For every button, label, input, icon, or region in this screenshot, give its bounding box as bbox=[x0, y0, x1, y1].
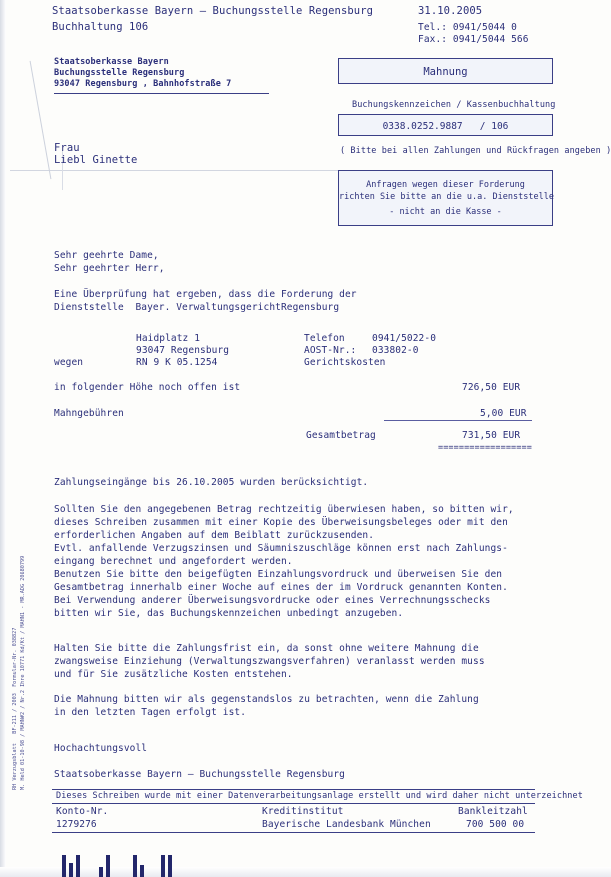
office-cost-kind: Gerichtskosten bbox=[304, 357, 386, 368]
barcode bbox=[62, 855, 172, 877]
org-name: Staatsoberkasse Bayern – Buchungsstelle Regensburg bbox=[52, 5, 374, 17]
total-double-rule: ================== bbox=[438, 443, 532, 453]
amount-intro: in folgender Höhe noch offen ist bbox=[54, 382, 241, 393]
para2-line-2: Gesamtbetrag innerhalb einer Woche auf eines der im Vordruck genannten Konten. bbox=[54, 582, 508, 593]
office-address-line-1: Haidplatz 1 bbox=[136, 333, 201, 344]
footer-col1-value: 1279276 bbox=[56, 819, 97, 830]
mahnung-title: Mahnung bbox=[423, 66, 468, 78]
recipient-line-2: Liebl Ginette bbox=[54, 154, 138, 166]
para1-line-1: Sollten Sie den angegebenen Betrag rechtzeitig überwiesen haben, so bitten wir, bbox=[54, 504, 514, 515]
office-aost-label: AOST-Nr.: bbox=[304, 345, 357, 356]
para3-line-2: zwangsweise Einziehung (Verwaltungszwangsverfahren) veranlasst werden muss bbox=[54, 656, 485, 667]
para4-line-1: Die Mahnung bitten wir als gegenstandslos zu betrachten, wenn die Zahlung bbox=[54, 694, 479, 705]
kennzeichen-box bbox=[338, 114, 553, 136]
kennzeichen-label: Buchungskennzeichen / Kassenbuchhaltung bbox=[352, 100, 556, 110]
fold-crease-top bbox=[10, 170, 370, 171]
office-tel-label: Telefon bbox=[304, 333, 345, 344]
para1-line-4: Evtl. anfallende Verzugszinsen und Säumniszuschläge können erst nach Zahlungs- bbox=[54, 543, 508, 554]
document-date: 31.10.2005 bbox=[418, 5, 483, 17]
office-aost-value: 033802-0 bbox=[372, 345, 419, 356]
recipient-line-1: Frau bbox=[54, 142, 80, 154]
intro-line-2: Dienststelle Bayer. VerwaltungsgerichtRegensburg bbox=[54, 302, 340, 313]
kennzeichen-hint: ( Bitte bei allen Zahlungen und Rückfragen angeben ) bbox=[340, 146, 611, 156]
kennzeichen-value: 0338.0252.9887 / 106 bbox=[382, 121, 509, 132]
footer-col2-value: Bayerische Landesbank München bbox=[262, 819, 431, 830]
total-separator-rule bbox=[384, 420, 532, 421]
footer-col2-header: Kreditinstitut bbox=[262, 806, 344, 817]
office-tel-value: 0941/5022-0 bbox=[372, 333, 437, 344]
sender-line-1: Staatsoberkasse Bayern bbox=[54, 57, 169, 67]
closing: Hochachtungsvoll bbox=[54, 743, 148, 754]
payments-considered-note: Zahlungseingänge bis 26.10.2005 wurden berücksichtigt. bbox=[54, 477, 369, 488]
wegen-value: RN 9 K 05.1254 bbox=[136, 357, 218, 368]
margin-note-line-2: M. Held 01-10-98 / MAHN#2 / Nr.2 Ihre 10771 Kd/Kt / MAHN1 - MR.ADG 20680799 bbox=[20, 555, 26, 790]
para1-line-5: eingang berechnet und angefordert werden. bbox=[54, 556, 293, 567]
footer-rule-1 bbox=[52, 803, 535, 804]
contact-fax: Fax.: 0941/5044 566 bbox=[418, 34, 529, 45]
footer-col3-header: Bankleitzahl bbox=[458, 806, 528, 817]
footer-col3-value: 700 500 00 bbox=[466, 819, 525, 830]
salutation-line-1: Sehr geehrte Dame, bbox=[54, 250, 159, 261]
sender-line-2: Buchungsstelle Regensburg bbox=[54, 68, 185, 78]
salutation-line-2: Sehr geehrter Herr, bbox=[54, 263, 165, 274]
para4-line-2: in den letzten Tagen erfolgt ist. bbox=[54, 707, 247, 718]
contact-tel: Tel.: 0941/5044 0 bbox=[418, 22, 517, 33]
total-value: 731,50 EUR bbox=[462, 430, 521, 441]
mahnung-title-box bbox=[338, 58, 553, 84]
enquiry-line-1: Anfragen wegen dieser Forderung bbox=[366, 180, 525, 190]
footer-disclaimer: Dieses Schreiben wurde mit einer Datenverarbeitungsanlage erstellt und wird daher nicht unterzeichnet bbox=[56, 791, 583, 801]
sender-underline bbox=[54, 93, 269, 94]
para3-line-1: Halten Sie bitte die Zahlungsfrist ein, da sonst ohne weitere Mahnung die bbox=[54, 643, 479, 654]
dog-ear-crease bbox=[30, 61, 52, 179]
enquiry-line-2: richten Sie bitte an die u.a. Dienststelle bbox=[339, 192, 554, 202]
intro-line-1: Eine Überprüfung hat ergeben, dass die Forderung der bbox=[54, 289, 357, 300]
enquiry-line-3: - nicht an die Kasse - bbox=[389, 207, 502, 217]
footer-col1-header: Konto-Nr. bbox=[56, 806, 109, 817]
para2-line-4: bitten wir Sie, das Buchungskennzeichen unbedingt anzugeben. bbox=[54, 608, 404, 619]
margin-note-line-1: RH Verzugsblatt BF-211 / 2003 Formular-Nr. 038827 bbox=[12, 627, 18, 790]
para2-line-3: Bei Verwendung anderer Überweisungsvordrucke oder eines Verrechnungsschecks bbox=[54, 595, 491, 606]
para1-line-2: dieses Schreiben zusammen mit einer Kopie des Überweisungsbeleges oder mit den bbox=[54, 517, 508, 528]
para1-line-3: erforderlichen Angaben auf dem Beiblatt zurückzusenden. bbox=[54, 530, 375, 541]
scan-edge-left bbox=[0, 0, 6, 877]
org-department: Buchhaltung 106 bbox=[52, 21, 149, 33]
amount-value: 726,50 EUR bbox=[462, 382, 521, 393]
para2-line-1: Benutzen Sie bitte den beigefügten Einzahlungsvordruck und überweisen Sie den bbox=[54, 569, 503, 580]
enquiry-box bbox=[338, 170, 553, 226]
office-address-line-2: 93047 Regensburg bbox=[136, 345, 230, 356]
sender-line-3: 93047 Regensburg , Bahnhofstraße 7 bbox=[54, 79, 232, 89]
total-label: Gesamtbetrag bbox=[306, 430, 376, 441]
wegen-label: wegen bbox=[54, 357, 84, 368]
para3-line-3: und für Sie zusätzliche Kosten entstehen. bbox=[54, 669, 293, 680]
fee-label: Mahngebühren bbox=[54, 408, 124, 419]
fee-value: 5,00 EUR bbox=[480, 408, 527, 419]
signature-line: Staatsoberkasse Bayern – Buchungsstelle Regensburg bbox=[54, 769, 345, 780]
